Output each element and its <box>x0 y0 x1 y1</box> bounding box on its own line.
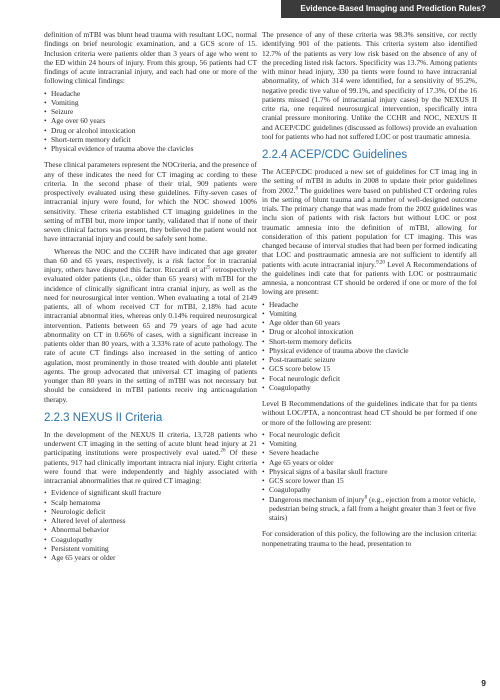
running-title: Evidence-Based Imaging and Prediction Rules? <box>300 4 486 13</box>
list-item: • Drug or alcohol intoxication <box>262 327 477 336</box>
section-heading-acep: 2.2.4 ACEP/CDC Guidelines <box>262 149 408 161</box>
list-item: • Vomiting <box>262 309 477 318</box>
list-item: • Age older than 60 years <box>262 318 477 327</box>
list-item: • Persistent vomiting <box>44 544 257 553</box>
list-item: • Coagulopathy <box>262 485 477 494</box>
citation: 8 <box>364 495 368 501</box>
paragraph: These clinical parameters represent the NOCriteria, and the presence of any of these indicates the need for CT imaging ac cording to these criteria. In the second phase of their trial, 909 patients were prospectively evaluated using these guidelines. Fifty-seven cases of intracranial injury were found, for which the NOC showed 100% sensitivity. These criteria established CT imaging guidelines in the setting of mTBI but, more impor tantly, validated that if none of their seven clinical factors was present, they believed the patient would not have intracranial injury and could be safely sent home. <box>44 160 257 244</box>
paragraph: The presence of any of these criteria was 98.3% sensitive, cor rectly identifying 901 of the patients. This criteria system also identified 12.7% of the patients as very low risk based on the absence of any of the preceding listed risk factors. Specificity was 13.7%. Among patients with minor head injury, 330 pa tients were found to have intracranial abnormality, of which 314 were identified, for a sensitivity of 95.2%, negative predic tive value of 99.1%, and specificity of 17.3%. Of the 16 patients missed (1.7% of intracranial injury cases) by the NEXUS II crite ria, one required neurosurgical intervention, specifically intra cranial pressure monitoring. Unlike the CCHR and NOC, NEXUS II and ACEP/CDC guidelines (discussed as follows) provide an evaluation tool for patients who had not suffered LOC or post traumatic amnesia. <box>262 30 477 141</box>
list-item: • Abnormal behavior <box>44 525 257 534</box>
citation: 9,20 <box>376 260 385 266</box>
list-item: • Age 65 years or older <box>44 553 257 562</box>
list-item: • Scalp hematoma <box>44 498 257 507</box>
list-item: • Physical evidence of trauma above the clavicle <box>262 346 477 355</box>
list-item: • Age over 60 years <box>44 116 257 125</box>
list-item: • Seizure <box>44 107 257 116</box>
list-item: • Physical signs of a basilar skull fracture <box>262 467 477 476</box>
list-item: • Dangerous mechanism of injury$^8$ (e.g., ejection from a motor vehicle, pedestrian being struck, a fall from a height greater than 3 feet or five stairs) <box>262 495 477 523</box>
paragraph: definition of mTBI was blunt head trauma with resultant LOC, normal findings on brief neurologic examination, and a GCS score of 15. Inclusion criteria were patients older than 3 years of age who went to the ED within 24 hours of injury. From this group, 56 patients had CT findings of acute intracranial injury, and each had one or more of the following clinical findings: <box>44 30 257 86</box>
list-item: • GCS score lower than 15 <box>262 476 477 485</box>
list-item: • Age 65 years or older <box>262 458 477 467</box>
list-item: • Short-term memory deficits <box>262 337 477 346</box>
list-item: • Drug or alcohol intoxication <box>44 126 257 135</box>
right-column <box>262 30 477 551</box>
citation: 26 <box>220 448 226 454</box>
list-item: • Short-term memory deficit <box>44 135 257 144</box>
list-item: • Coagulopathy <box>44 535 257 544</box>
list-item: • Coagulopathy <box>262 383 477 392</box>
list-item: • Evidence of significant skull fracture <box>44 488 257 497</box>
list-item: • Headache <box>44 89 257 98</box>
list-item: • GCS score below 15 <box>262 364 477 373</box>
paragraph: Level B Recommendations of the guidelines indicate that for pa tients without LOC/PTA, a noncontrast head CT should be per formed if one or more of the following are present: <box>262 399 477 427</box>
list-item: • Altered level of alertness <box>44 516 257 525</box>
paragraph: For consideration of this policy, the following are the inclusion criteria: nonpenetrating trauma to the head, presentation to <box>262 529 477 548</box>
list-item: • Post-traumatic seizure <box>262 355 477 364</box>
citation: 25 <box>205 265 211 271</box>
running-header <box>281 0 500 18</box>
paragraph: Whereas the NOC and the CCHR have indicated that age greater than 60 and 65 years, respectively, is a risk factor for in tracranial injury, others have disputed this factor. Riccardi et $al^{25}$ retrospectively evaluated older patients (i.e., older than 65 years) with mTBI for the incidence of clinically significant intra cranial injury, as well as the need for neurosurgical inter vention. When evaluating a total of 2149 patients, all of whom received CT for mTBI, 2.18% had acute intracranial abnormal ities, whereas only 0.14% required neurosurgical intervention. Patients between 65 and 79 years of age had acute abnormality on CT in 0.66% of cases, with a significant increase in patients older than 80 years, with a 3.33% rate of acute pathology. The rate of acute CT findings also increased in the setting of antico agulation, most prominently in those treated with double anti platelet agents. The group advocated that universal CT imaging of patients younger than 80 years in the setting of mTBI was not necessary but should be considered in mTBI patients receiv ing anticoagulation therapy. <box>44 246 257 404</box>
nexus-criteria-list <box>44 488 257 562</box>
clinical-findings-list <box>44 89 257 154</box>
level-a-list <box>262 300 477 393</box>
list-item: • Headache <box>262 300 477 309</box>
list-item: • Vomiting <box>44 98 257 107</box>
list-item: • Physical evidence of trauma above the clavicles <box>44 144 257 153</box>
list-item: • Severe headache <box>262 448 477 457</box>
list-item: • Focal neurologic deficit <box>262 430 477 439</box>
left-column <box>44 30 257 569</box>
paragraph: The ACEP/CDC produced a new set of guidelines for CT imag ing in the setting of mTBI in adults in 2008 to update their prior guidelines from 2002.$^8$ The guidelines were based on published CT ordering rules in the setting of blunt trauma and a number of well-designed outcome trials. The primary change that was made from the 2002 guidelines was inclu sion of patients with risk factors but without LOC or post traumatic amnesia into the definition of mTBI, allowing for consideration of this patient population for CT imaging. This was changed because of interval studies that had been per formed indicating that LOC and posttraumatic amnesia are not sufficient to identify all patients with acute intracranial injury.$^{9,20}$ Level A Recommendations of the guidelines indi cate that for patients with LOC or posttraumatic amnesia, a noncontrast CT should be ordered if one or more of the fol lowing are present: <box>262 167 477 297</box>
level-b-list <box>262 430 477 523</box>
paragraph: In the development of the NEXUS II criteria, 13,728 patients who underwent CT imaging in the setting of acute blunt head injury at 21 participating institutions were prospectively eval uated.$^{26}$ Of these patients, 917 had clinically important intracra nial injury. Eight criteria were found that were independently and highly associated with intracranial abnormalities that re quired CT imaging: <box>44 429 257 485</box>
list-item: • Focal neurologic deficit <box>262 374 477 383</box>
citation: 8 <box>295 186 298 192</box>
list-item: • Neurologic deficit <box>44 507 257 516</box>
page-number: 9 <box>481 678 486 688</box>
section-heading-nexus: 2.2.3 NEXUS II Criteria <box>44 411 163 424</box>
list-item: • Vomiting <box>262 439 477 448</box>
